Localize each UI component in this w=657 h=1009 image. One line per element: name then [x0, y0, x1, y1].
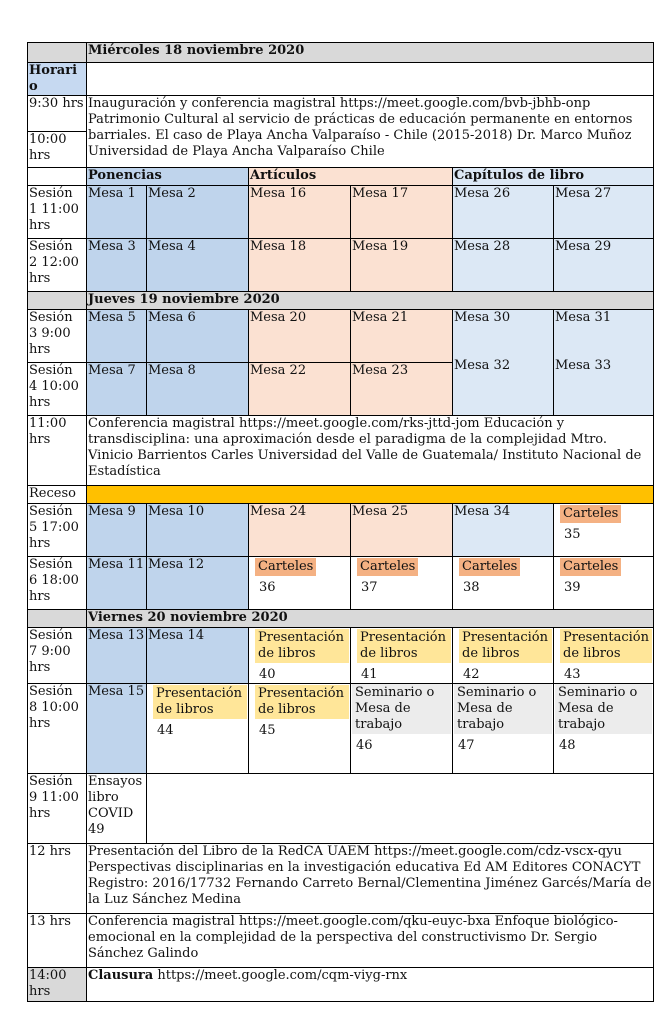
- horario-empty: [87, 63, 654, 96]
- mesa-32: Mesa 32: [454, 358, 511, 373]
- day1-title: Miércoles 18 noviembre 2020: [87, 43, 654, 63]
- carteles-label: Carteles: [357, 558, 418, 576]
- mesa-12: Mesa 12: [147, 557, 249, 610]
- carteles-39: [554, 557, 654, 610]
- seminario-label: Seminario o Mesa de trabajo: [352, 684, 451, 734]
- presentacion-43: [554, 628, 654, 684]
- presentacion-num-40: 40: [259, 667, 276, 682]
- presentacion-label: Presentación de libros: [255, 629, 349, 663]
- carteles-num-36: 36: [259, 580, 276, 595]
- day2-corner: [28, 292, 87, 310]
- clausura-link[interactable]: https://meet.google.com/cqm-viyg-rnx: [157, 968, 408, 983]
- seminario-num-48: 48: [559, 738, 576, 753]
- book-presentation: Presentación del Libro de la RedCA UAEM https://meet.google.com/cdz-vscx-qyu Perspectivas disciplinarias en la investigación educativa Ed AM Editores CONACYT Registro: 2016/17732 Fernando Carreto Bernal/Clementina Jiménez Garcés/María de la Luz Sánchez Medina: [87, 844, 654, 914]
- carteles-num-39: 39: [564, 580, 581, 595]
- cat-articulos: Artículos: [249, 168, 453, 186]
- mesa-8: Mesa 8: [147, 363, 249, 416]
- mesa-25: Mesa 25: [351, 504, 453, 557]
- carteles-num-38: 38: [463, 580, 480, 595]
- session-1: Sesión 1 11:00 hrs: [28, 186, 87, 239]
- carteles-label: Carteles: [255, 558, 316, 576]
- mesa-17: Mesa 17: [351, 186, 453, 239]
- mesa-9: Mesa 9: [87, 504, 147, 557]
- mesa-7: Mesa 7: [87, 363, 147, 416]
- presentacion-label: Presentación de libros: [357, 629, 451, 663]
- seminario-num-46: 46: [356, 738, 373, 753]
- cat-ponencias: Ponencias: [87, 168, 249, 186]
- time-930: 9:30 hrs: [28, 96, 87, 132]
- presentacion-label: Presentación de libros: [459, 629, 552, 663]
- presentacion-42: [453, 628, 554, 684]
- session-2: Sesión 2 12:00 hrs: [28, 239, 87, 292]
- presentacion-label: Presentación de libros: [153, 685, 247, 719]
- mesa-27: Mesa 27: [554, 186, 654, 239]
- session-6: Sesión 6 18:00 hrs: [28, 557, 87, 610]
- presentacion-num-44: 44: [157, 723, 174, 738]
- day3-title: Viernes 20 noviembre 2020: [87, 610, 654, 628]
- session-8: Sesión 8 10:00 hrs: [28, 684, 87, 774]
- conference-13: Conferencia magistral https://meet.google.com/qku-euyc-bxa Enfoque biológico-emocional en la complejidad de la perspectiva del constructivismo Dr. Sergio Sánchez Galindo: [87, 914, 654, 968]
- seminario-48: [554, 684, 654, 774]
- session-9-empty: [147, 774, 654, 844]
- horario-label: Horario: [28, 63, 87, 96]
- day3-corner: [28, 610, 87, 628]
- carteles-label: Carteles: [560, 558, 621, 576]
- cat-empty: [28, 168, 87, 186]
- carteles-num-37: 37: [361, 580, 378, 595]
- mesa-4: Mesa 4: [147, 239, 249, 292]
- presentacion-40: [249, 628, 351, 684]
- seminario-label: Seminario o Mesa de trabajo: [555, 684, 652, 734]
- session-3: Sesión 3 9:00 hrs: [28, 310, 87, 363]
- receso-label: Receso: [28, 486, 87, 504]
- corner-cell: [28, 43, 87, 63]
- time-12: 12 hrs: [28, 844, 87, 914]
- program-schedule: [27, 42, 653, 1002]
- time-1000: 10:00 hrs: [28, 132, 87, 168]
- mesa-30: Mesa 30: [454, 310, 511, 325]
- presentacion-num-42: 42: [463, 667, 480, 682]
- session-9: Sesión 9 11:00 hrs: [28, 774, 87, 844]
- mesa-6: Mesa 6: [147, 310, 249, 363]
- mesa-31-33: [554, 310, 654, 416]
- ensayos-covid: Ensayos libro COVID 49: [87, 774, 147, 844]
- mesa-19: Mesa 19: [351, 239, 453, 292]
- carteles-label: Carteles: [560, 505, 621, 523]
- mesa-18: Mesa 18: [249, 239, 351, 292]
- schedule-table: [27, 42, 654, 1002]
- presentacion-num-45: 45: [259, 723, 276, 738]
- presentacion-label: Presentación de libros: [255, 685, 349, 719]
- seminario-46: [351, 684, 453, 774]
- mesa-28: Mesa 28: [453, 239, 554, 292]
- clausura: [87, 968, 654, 1002]
- mesa-2: Mesa 2: [147, 186, 249, 239]
- mesa-24: Mesa 24: [249, 504, 351, 557]
- seminario-label: Seminario o Mesa de trabajo: [454, 684, 552, 734]
- cat-capitulos: Capítulos de libro: [453, 168, 654, 186]
- mesa-31: Mesa 31: [555, 310, 612, 325]
- mesa-1: Mesa 1: [87, 186, 147, 239]
- seminario-47: [453, 684, 554, 774]
- mesa-22: Mesa 22: [249, 363, 351, 416]
- mesa-26: Mesa 26: [453, 186, 554, 239]
- day2-title: Jueves 19 noviembre 2020: [87, 292, 654, 310]
- mesa-10: Mesa 10: [147, 504, 249, 557]
- presentacion-45: [249, 684, 351, 774]
- presentacion-41: [351, 628, 453, 684]
- time-1100: 11:00 hrs: [28, 416, 87, 486]
- carteles-37: [351, 557, 453, 610]
- mesa-23: Mesa 23: [351, 363, 453, 416]
- session-7: Sesión 7 9:00 hrs: [28, 628, 87, 684]
- mesa-30-32: [453, 310, 554, 416]
- mesa-15: Mesa 15: [87, 684, 147, 774]
- mesa-16: Mesa 16: [249, 186, 351, 239]
- opening-conference: Inauguración y conferencia magistral https://meet.google.com/bvb-jbhb-onp Patrimonio Cultural al servicio de prácticas de educación permanente en entornos barriales. El caso de Playa Ancha Valparaíso - Chile (2015-2018) Dr. Marco Muñoz Universidad de Playa Ancha Valparaíso Chile: [87, 96, 654, 168]
- presentacion-label: Presentación de libros: [560, 629, 652, 663]
- time-13: 13 hrs: [28, 914, 87, 968]
- mesa-14: Mesa 14: [147, 628, 249, 684]
- seminario-num-47: 47: [458, 738, 475, 753]
- time-1400: 14:00 hrs: [28, 968, 87, 1002]
- mesa-5: Mesa 5: [87, 310, 147, 363]
- receso-bar: [87, 486, 654, 504]
- clausura-label: Clausura: [88, 968, 154, 983]
- carteles-num-35: 35: [564, 527, 581, 542]
- mesa-34: Mesa 34: [453, 504, 554, 557]
- mesa-33: Mesa 33: [555, 358, 612, 373]
- mesa-29: Mesa 29: [554, 239, 654, 292]
- session-4: Sesión 4 10:00 hrs: [28, 363, 87, 416]
- carteles-38: [453, 557, 554, 610]
- magisterial-conference: Conferencia magistral https://meet.google.com/rks-jttd-jom Educación y transdisciplina: una aproximación desde el paradigma de la complejidad Mtro. Vinicio Barrientos Carles Universidad del Valle de Guatemala/ Instituto Nacional de Estadística: [87, 416, 654, 486]
- mesa-3: Mesa 3: [87, 239, 147, 292]
- mesa-11: Mesa 11: [87, 557, 147, 610]
- presentacion-num-41: 41: [361, 667, 378, 682]
- presentacion-44: [147, 684, 249, 774]
- mesa-20: Mesa 20: [249, 310, 351, 363]
- session-5: Sesión 5 17:00 hrs: [28, 504, 87, 557]
- carteles-label: Carteles: [459, 558, 520, 576]
- mesa-21: Mesa 21: [351, 310, 453, 363]
- presentacion-num-43: 43: [564, 667, 581, 682]
- carteles-36: [249, 557, 351, 610]
- carteles-35: [554, 504, 654, 557]
- mesa-13: Mesa 13: [87, 628, 147, 684]
